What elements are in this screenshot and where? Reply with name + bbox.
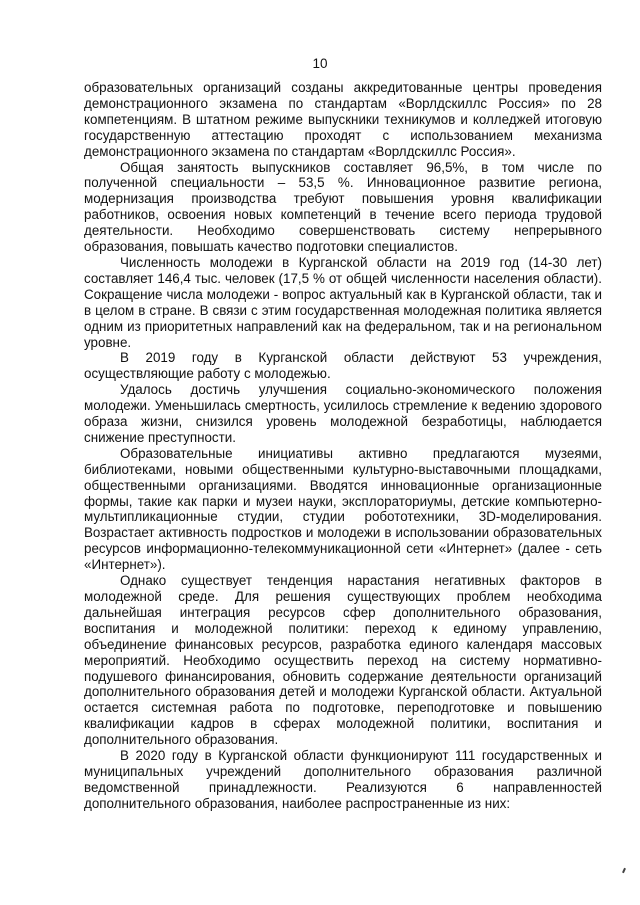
paragraph: Образовательные инициативы активно предлагаются музеями, библиотеками, новыми общественными культурно-выставочными площадками, общественными организациями. Вводятся инновационные организационные формы, такие как парки и музеи науки, эксплораториумы, детские компьютерно-мультипликационные студии, студии робототехники, 3D-моделирования. Возрастает активность подростков и молодежи в использовании образовательных ресурсов информационно-телекоммуникационной сети «Интернет» (далее - сеть «Интернет»).: [84, 445, 602, 573]
paragraph: образовательных организаций созданы аккредитованные центры проведения демонстрационного экзамена по стандартам «Ворлдскиллс Россия» по 28 компетенциям. В штатном режиме выпускники техникумов и колледжей итоговую государственную аттестацию проходят с использованием механизма демонстрационного экзамена по стандартам «Ворлдскиллс Россия».: [84, 80, 602, 159]
paragraph: В 2019 году в Курганской области действуют 53 учреждения, осуществляющие работу с молодежью.: [84, 350, 602, 382]
scan-mark: [622, 868, 626, 873]
page-number: 10: [312, 56, 328, 71]
document-body: [84, 80, 602, 812]
paragraph: Однако существует тенденция нарастания негативных факторов в молодежной среде. Для решения существующих проблем необходима дальнейшая интеграция ресурсов сфер дополнительного образования, воспитания и молодежной политики: переход к единому управлению, объединение финансовых ресурсов, разработка единого календаря массовых мероприятий. Необходимо осуществить переход на систему нормативно-подушевого финансирования, обновить содержание деятельности организаций дополнительного образования детей и молодежи Курганской области. Актуальной остается системная работа по подготовке, переподготовке и повышению квалификации кадров в сферах молодежной политики, воспитания и дополнительного образования.: [84, 573, 602, 748]
paragraph: Численность молодежи в Курганской области на 2019 год (14-30 лет) составляет 146,4 тыс. человек (17,5 % от общей численности населения области). Сокращение числа молодежи - вопрос актуальный как в Курганской области, так и в целом в стране. В связи с этим государственная молодежная политика является одним из приоритетных направлений как на федеральном, так и на региональном уровне.: [84, 254, 602, 350]
paragraph: В 2020 году в Курганской области функционируют 111 государственных и муниципальных учреждений дополнительного образования различной ведомственной принадлежности. Реализуются 6 направленностей дополнительного образования, наиболее распространенные из них:: [84, 748, 602, 811]
paragraph: Общая занятость выпускников составляет 96,5%, в том числе по полученной специальности – 53,5 %. Инновационное развитие региона, модернизация производства требуют повышения уровня квалификации работников, освоения новых компетенций в течение всего периода трудовой деятельности. Необходимо совершенствовать систему непрерывного образования, повышать качество подготовки специалистов.: [84, 159, 602, 255]
paragraph: Удалось достичь улучшения социально-экономического положения молодежи. Уменьшилась смертность, усилилось стремление к ведению здорового образа жизни, снизился уровень молодежной безработицы, наблюдается снижение преступности.: [84, 382, 602, 445]
